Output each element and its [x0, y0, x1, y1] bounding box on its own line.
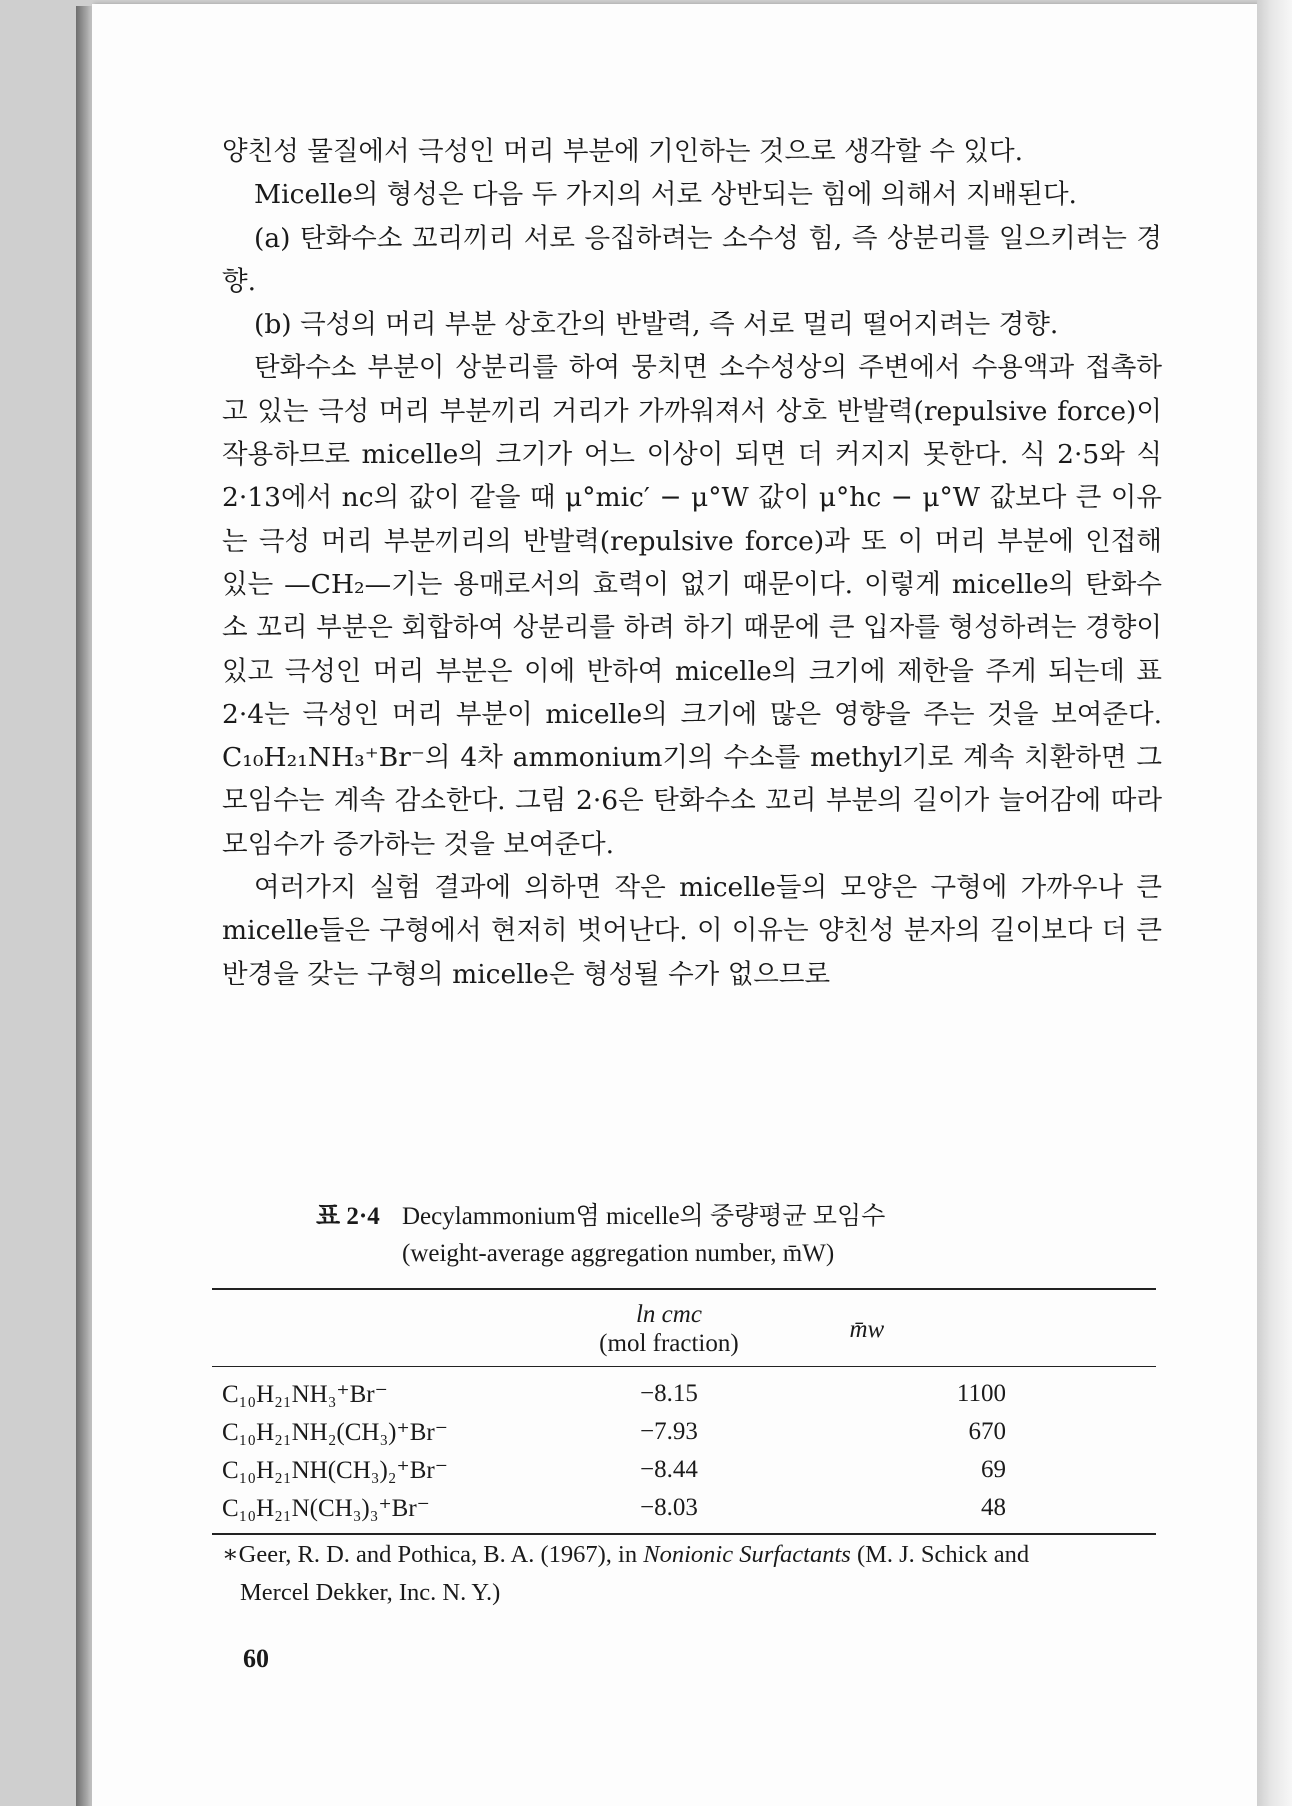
paragraph: (a) 탄화수소 꼬리끼리 서로 응집하려는 소수성 힘, 즉 상분리를 일으키려는 경향.	[222, 222, 1162, 297]
table-header-row	[212, 1289, 1156, 1367]
cell-ln-cmc: −8.03	[640, 1494, 698, 1521]
table-label: 표 2·4	[316, 1203, 380, 1230]
body-text	[222, 130, 1162, 996]
header-ln-cmc-label: ln cmc	[635, 1301, 702, 1328]
cell-compound: C₁₀H₂₁NH₃⁺Br⁻	[222, 1381, 388, 1408]
header-mw: m̄w	[849, 1315, 885, 1343]
table-row	[212, 1367, 1156, 1414]
footnote-post: (M. J. Schick and	[850, 1541, 1030, 1568]
footnote-line1	[222, 1536, 1162, 1574]
cell-compound: C₁₀H₂₁NH₂(CH₃)⁺Br⁻	[222, 1419, 448, 1446]
footnote	[222, 1536, 1162, 1612]
cell-ln-cmc: −8.44	[640, 1456, 698, 1483]
header-compound	[212, 1289, 580, 1367]
header-ln-cmc	[580, 1289, 757, 1367]
paragraph: Micelle의 형성은 다음 두 가지의 서로 상반되는 힘에 의해서 지배된다.	[254, 179, 1077, 211]
paragraph: 여러가지 실험 결과에 의하면 작은 micelle들의 모양은 구형에 가까우나 큰 micelle들은 구형에서 현저히 벗어난다. 이 이유는 양친성 분자의 길이보다 더 큰 반경을 갖는 구형의 micelle은 형성될 수가 없으므로	[222, 872, 1162, 990]
cell-mw: 1100	[956, 1380, 1006, 1407]
page-number: 60	[243, 1644, 269, 1673]
table-row	[212, 1489, 1156, 1534]
cell-ln-cmc: −7.93	[640, 1418, 698, 1445]
page-edge	[1257, 0, 1292, 1806]
table-row	[212, 1451, 1156, 1489]
table-title: Decylammonium염 micelle의 중량평균 모임수	[402, 1203, 886, 1230]
footnote-pre: ∗Geer, R. D. and Pothica, B. A. (1967), in	[222, 1541, 644, 1568]
table-row	[212, 1413, 1156, 1451]
aggregation-table	[212, 1288, 1156, 1535]
cell-compound: C₁₀H₂₁NH(CH₃)₂⁺Br⁻	[222, 1457, 448, 1484]
paragraph: (b) 극성의 머리 부분 상호간의 반발력, 즉 서로 멀리 떨어지려는 경향.	[254, 309, 1059, 341]
table-section	[212, 1198, 1156, 1535]
header-ln-cmc-unit: (mol fraction)	[599, 1330, 739, 1357]
cell-mw: 670	[968, 1418, 1006, 1445]
cell-mw: 48	[981, 1494, 1006, 1521]
footnote-book-title: Nonionic Surfactants	[643, 1541, 851, 1568]
footnote-line2: Mercel Dekker, Inc. N. Y.)	[240, 1579, 501, 1606]
table-title-line2: (weight-average aggregation number, m̄W)	[402, 1240, 835, 1267]
paragraph: 탄화수소 부분이 상분리를 하여 뭉치면 소수성상의 주변에서 수용액과 접촉하고 있는 극성 머리 부분끼리 거리가 가까워져서 상호 반발력(repulsive force)이 작용하므로 micelle의 크기가 어느 이상이 되면 더 커지지 못한다. 식 2·5와 식 2·13에서 nc의 값이 같을 때 μ°mic′ − μ°W 값이 μ°hc − μ°W 값보다 큰 이유는 극성 머리 부분끼리의 반발력(repulsive force)과 또 이 머리 부분에 인접해 있는 —CH₂—기는 용매로서의 효력이 없기 때문이다. 이렇게 micelle의 탄화수소 꼬리 부분은 회합하여 상분리를 하려 하기 때문에 큰 입자를 형성하려는 경향이 있고 극성인 머리 부분은 이에 반하여 micelle의 크기에 제한을 주게 되는데 표 2·4는 극성인 머리 부분이 micelle의 크기에 많은 영향을 주는 것을 보여준다. C₁₀H₂₁NH₃⁺Br⁻의 4차 ammonium기의 수소를 methyl기로 계속 치환하면 그 모임수는 계속 감소한다. 그림 2·6은 탄화수소 꼬리 부분의 길이가 늘어감에 따라 모임수가 증가하는 것을 보여준다.	[222, 352, 1162, 860]
cell-mw: 69	[981, 1456, 1006, 1483]
cell-ln-cmc: −8.15	[640, 1380, 698, 1407]
cell-compound: C₁₀H₂₁N(CH₃)₃⁺Br⁻	[222, 1495, 430, 1522]
table-caption	[316, 1198, 1156, 1272]
paragraph: 양친성 물질에서 극성인 머리 부분에 기인하는 것으로 생각할 수 있다.	[222, 136, 1024, 167]
